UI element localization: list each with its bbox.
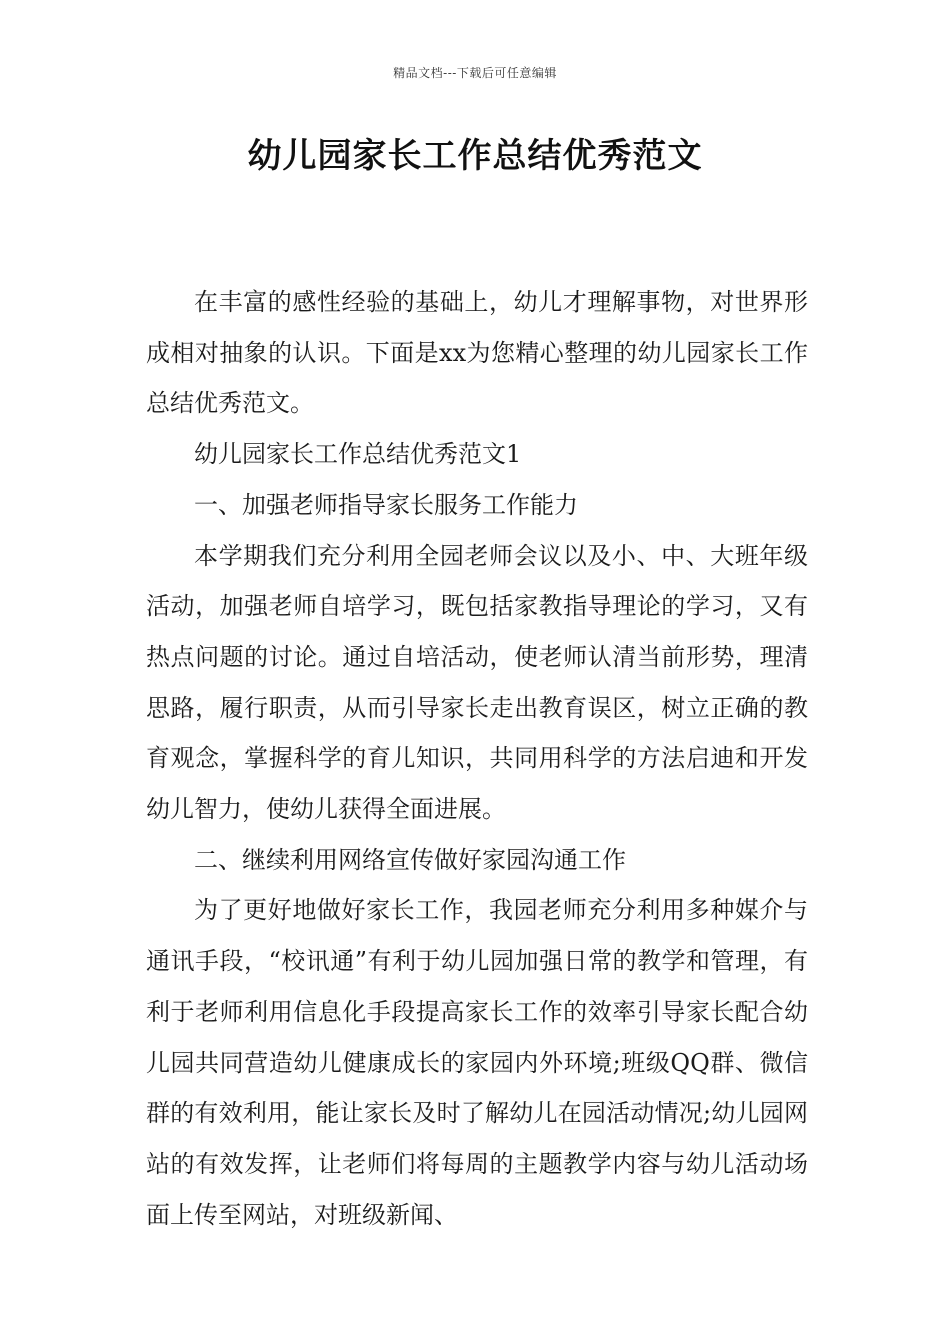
paragraph-section-2: 为了更好地做好家长工作，我园老师充分利用多种媒介与通讯手段，“校讯通”有利于幼儿园加强日常的教学和管理，有利于老师利用信息化手段提高家长工作的效率引导家长配合幼儿园共同营造幼儿健康成长的家园内外环境;班级QQ群、微信群的有效利用，能让家长及时了解幼儿在园活动情况;幼儿园网站的有效发挥，让老师们将每周的主题教学内容与幼儿活动场面上传至网站，对班级新闻、 xyxy=(146,896,808,1229)
paragraph-section-1: 本学期我们充分利用全园老师会议以及小、中、大班年级活动，加强老师自培学习，既包括家教指导理论的学习，又有热点问题的讨论。通过自培活动，使老师认清当前形势，理清思路，履行职责，从而引导家长走出教育误区，树立正确的教育观念，掌握科学的育儿知识，共同用科学的方法启迪和开发幼儿智力，使幼儿获得全面进展。 xyxy=(146,541,808,824)
document-body xyxy=(146,277,808,1240)
document-title: 幼儿园家长工作总结优秀范文 xyxy=(247,136,703,176)
section-heading-2: 二、继续利用网络宣传做好家园沟通工作 xyxy=(194,845,626,874)
section-heading-1: 一、加强老师指导家长服务工作能力 xyxy=(194,490,578,519)
paragraph-subtitle: 幼儿园家长工作总结优秀范文1 xyxy=(194,440,522,469)
paragraph-intro: 在丰富的感性经验的基础上，幼儿才理解事物，对世界形成相对抽象的认识。下面是xx为您精心整理的幼儿园家长工作总结优秀范文。 xyxy=(146,288,808,418)
header-note: 精品文档---下载后可任意编辑 xyxy=(393,66,557,80)
